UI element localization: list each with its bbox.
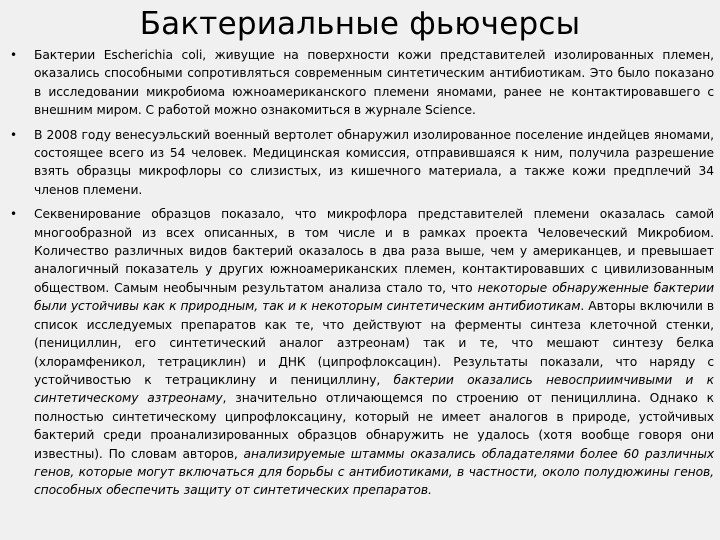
bullet-3-italic-part-3: анализируемые штаммы оказались обладателями более 60 различных генов, которые могут включаться для борьбы с антибиотиками, в частности, около полудюжины генов, способных обеспечить защиту от синтетических препаратов. xyxy=(34,446,714,498)
bullet-item-2 xyxy=(6,126,714,200)
bullet-3-text-part-1: Секвенирование образцов показало, что микрофлора представителей племени оказалась самой многообразной из всех описанных, в том числе и в рамках проекта Человеческий Микробиом. Количество различных видов бактерий оказалось в два раза выше, чем у американцев, и превышает аналогичный показатель у других южноамериканских племен, контактировавших с цивилизованным обществом. Самым необычным результатом анализа стало то, что xyxy=(34,207,714,295)
bullet-dot-icon: • xyxy=(10,207,17,222)
bullet-dot-icon: • xyxy=(10,127,17,142)
bullet-3-italic-part-2: бактерии оказались невосприимчивыми и к синтетическому азтреонаму xyxy=(34,372,714,406)
bullet-3-italic-part-1: некоторые обнаруженные бактерии были устойчивы как к природным, так и к некоторым синтетическим антибиотикам xyxy=(34,280,714,314)
bullet-item-1 xyxy=(6,46,714,120)
bullet-3-text-part-3: , значительно отличающемся по строению от пенициллина. Однако к полностью синтетическому ципрофлоксацину, который не имеет аналогов в природе, устойчивых бактерий среди проанализированных образцов обнаружить не удалось (хотя вообще говоря они известны). По словам авторов, xyxy=(34,391,714,461)
bullet-dot-icon: • xyxy=(10,48,17,62)
bullet-item-3 xyxy=(6,205,714,500)
bullet-2-text: В 2008 году венесуэльский военный вертолет обнаружил изолированное поселение индейцев яномами, состоящее всего из 54 человек. Медицинская комиссия, отправившаяся к ним, получила разрешение взять образцы микрофлоры со слизистых, из кишечного материала, а также кожи предплечий 34 членов племени. xyxy=(34,127,714,197)
bullet-3-text-part-2: . Авторы включили в список исследуемых препаратов как те, что действуют на ферменты синтеза клеточной стенки, (пенициллин, его синтетический аналог азтреонам) так и те, что мешают синтезу белка (хлорамфеникол, тетрациклин) и ДНК (ципрофлоксацин). Результаты показали, что наряду с устойчивостью к тетрациклину и пенициллину, xyxy=(34,299,714,387)
slide-title: Бактериальные фьючерсы xyxy=(139,6,581,42)
bullet-list xyxy=(6,46,714,506)
bullet-1-text: Бактерии Escherichia coli, живущие на поверхности кожи представителей изолированных племен, оказались способными сопротивляться современным синтетическим антибиотикам. Это было показано в исследовании микробиома южноамериканского племени яномами, ранее не контактировавшего с внешним миром. С работой можно ознакомиться в журнале Science. xyxy=(34,48,714,118)
